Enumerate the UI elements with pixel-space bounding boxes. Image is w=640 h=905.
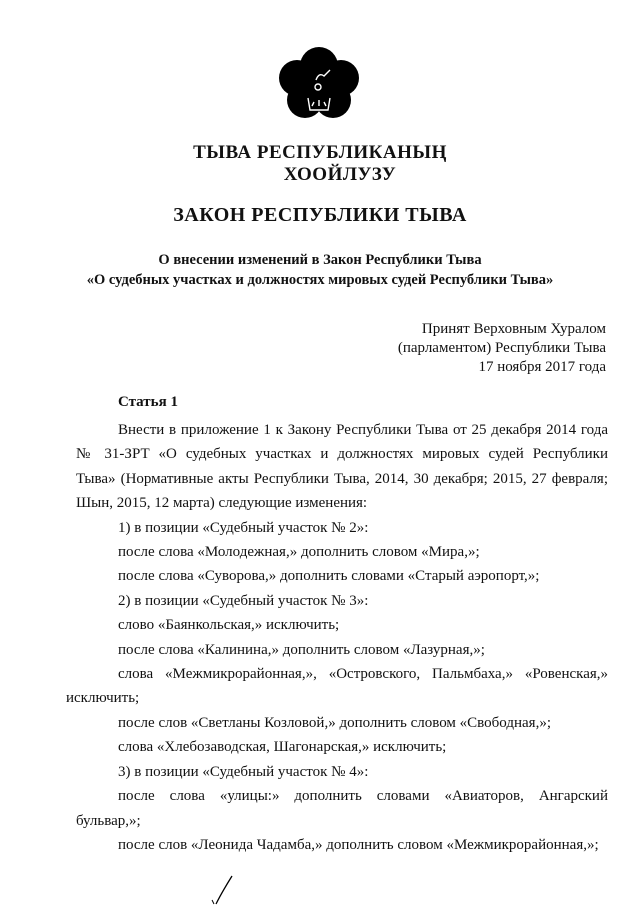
- intro-line-1: Внести в приложение 1 к Закону Республики Тыва от 25 декабря 2014 года: [118, 422, 608, 438]
- law-title: ЗАКОН РЕСПУБЛИКИ ТЫВА: [173, 204, 467, 226]
- intro-line-3: Тыва» (Нормативные акты Республики Тыва, 2014, 30 декабря; 2015, 27 февраля;: [76, 470, 608, 487]
- adoption-date: 17 ноября 2017 года: [478, 359, 606, 375]
- header-line-1: ТЫВА РЕСПУБЛИКАНЫҢ: [193, 142, 447, 163]
- adoption-line-1: Принят Верховным Хуралом: [421, 321, 606, 337]
- list-item: после слова «Суворова,» дополнить словами «Старый аэропорт,»;: [118, 568, 540, 585]
- list-item: после слов «Светланы Козловой,» дополнить словом «Свободная,»;: [118, 714, 551, 731]
- list-item: 1) в позиции «Судебный участок № 2»:: [118, 519, 369, 536]
- intro-line-2: № 31-ЗРТ «О судебных участках и должностях мировых судей Республики: [76, 446, 608, 463]
- subtitle-line-2: «О судебных участках и должностях мировых судей Республики Тыва»: [86, 272, 554, 288]
- list-item: после слова «Молодежная,» дополнить словом «Мира,»;: [118, 544, 480, 561]
- article-body: [66, 418, 608, 857]
- list-item-continuation: исключить;: [66, 690, 140, 707]
- list-item: после слова «Калинина,» дополнить словом «Лазурная,»;: [118, 641, 485, 658]
- intro-line-4: Шын, 2015, 12 марта) следующие изменения:: [76, 495, 368, 512]
- list-item: слова «Межмикрорайонная,», «Островского, Пальмбаха,» «Ровенская,»: [118, 666, 608, 683]
- list-item: 2) в позиции «Судебный участок № 3»:: [118, 592, 369, 609]
- tuva-coat-of-arms-icon: [274, 40, 364, 130]
- list-item: слово «Баянкольская,» исключить;: [118, 617, 340, 634]
- list-item: слова «Хлебозаводская, Шагонарская,» исключить;: [118, 739, 447, 756]
- list-item-continuation: бульвар,»;: [76, 812, 141, 829]
- article-heading: Статья 1: [118, 394, 178, 410]
- adoption-note: [398, 320, 606, 377]
- list-item: после слова «улицы:» дополнить словами «Авиаторов, Ангарский: [118, 788, 608, 805]
- adoption-line-2: (парламентом) Республики Тыва: [397, 340, 606, 356]
- subtitle-line-1: О внесении изменений в Закон Республики Тыва: [158, 252, 482, 268]
- signature-mark-icon: [210, 870, 250, 905]
- list-item: после слов «Леонида Чадамба,» дополнить словом «Межмикрорайонная,»;: [118, 836, 599, 853]
- header-line-2: ХООЙЛУЗУ: [283, 164, 397, 185]
- list-item: 3) в позиции «Судебный участок № 4»:: [118, 763, 369, 780]
